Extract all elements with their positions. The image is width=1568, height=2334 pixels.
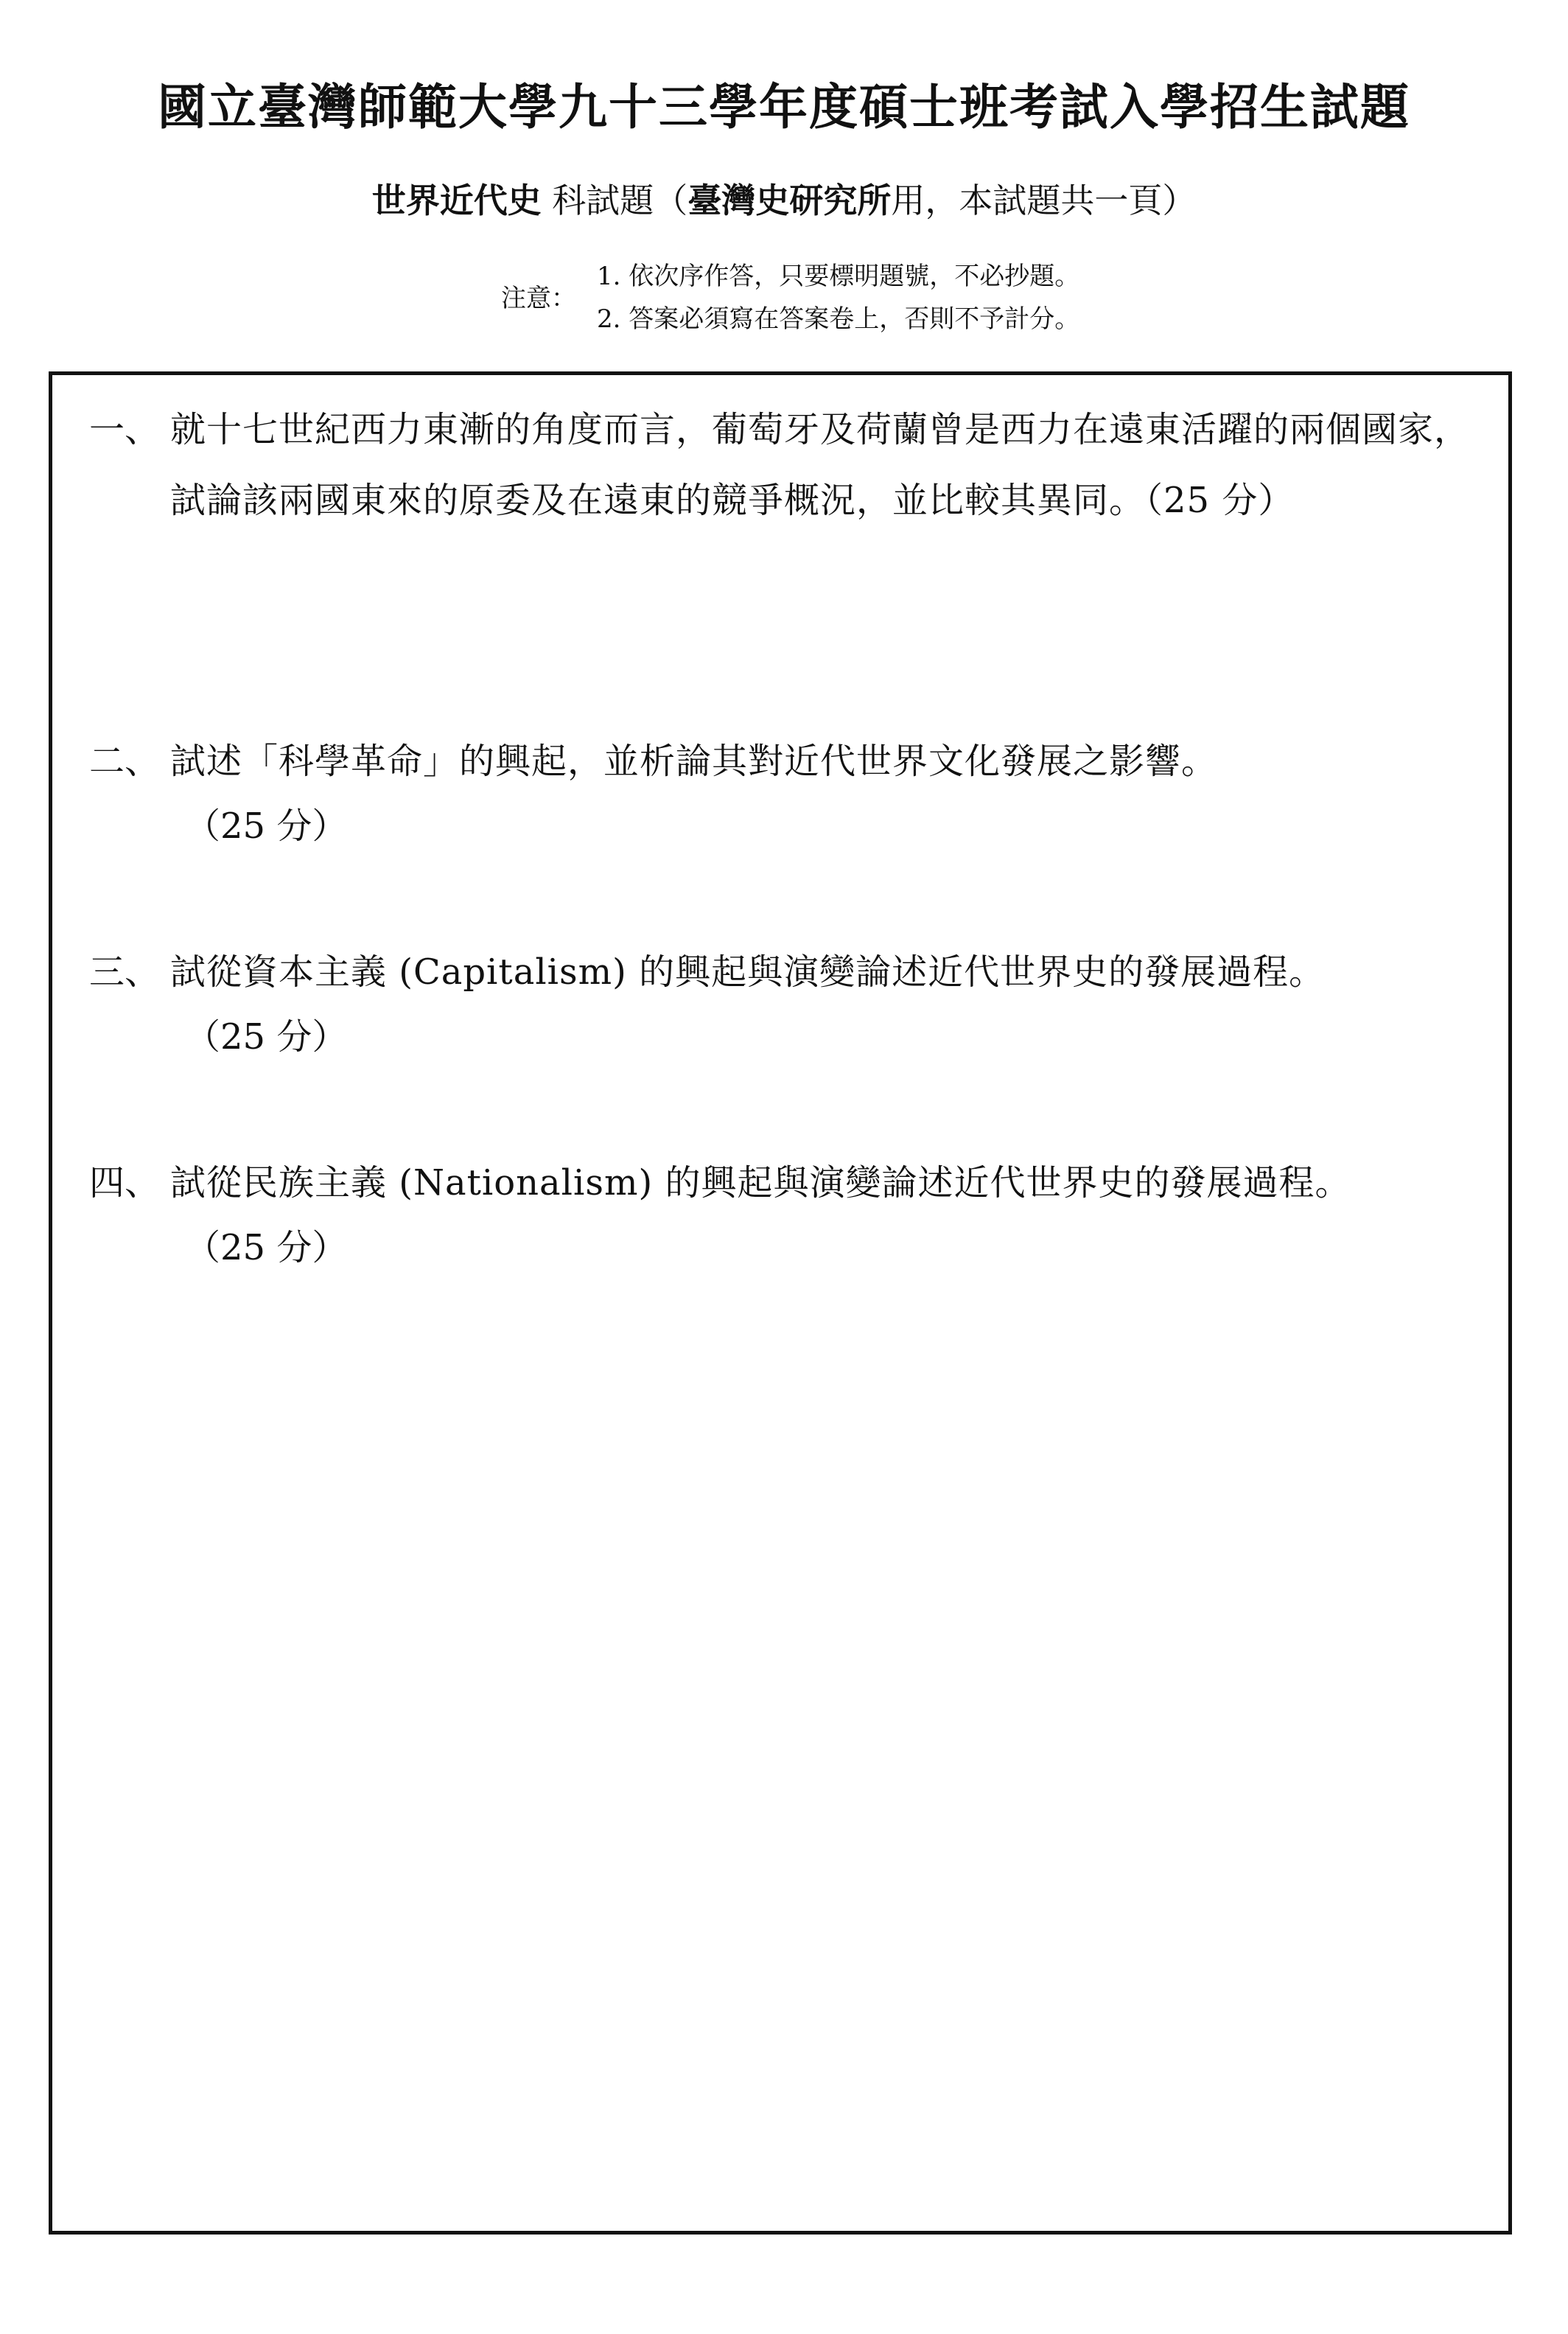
question-box	[49, 371, 1512, 2235]
subtitle-end: 用，本試題共一頁）	[891, 181, 1197, 220]
notes-list	[597, 255, 1079, 340]
question-number: 一、	[89, 409, 161, 450]
question-number: 四、	[89, 1162, 161, 1203]
question-score: （25 分）	[185, 1227, 348, 1268]
question-3	[89, 937, 1482, 1066]
exam-subtitle	[0, 174, 1568, 223]
question-4	[89, 1147, 1482, 1277]
question-text: 試從資本主義 (Capitalism) 的興起與演變論述近代世界史的發展過程。	[170, 951, 1326, 993]
question-text: 試從民族主義 (Nationalism) 的興起與演變論述近代世界史的發展過程。	[170, 1162, 1351, 1203]
question-number: 三、	[89, 951, 161, 993]
note-item: 1. 依次序作答，只要標明題號，不必抄題。	[597, 262, 1080, 291]
question-number: 二、	[89, 741, 161, 782]
note-item: 2. 答案必須寫在答案卷上，否則不予計分。	[597, 304, 1080, 334]
question-score: （25 分）	[185, 806, 348, 847]
notes-label: 注意：	[501, 284, 576, 313]
question-text: 就十七世紀西力東漸的角度而言，葡萄牙及荷蘭曾是西力在遠東活躍的兩個國家，試論該兩國東來的原委及在遠東的競爭概況，並比較其異同。（25 分）	[170, 409, 1471, 521]
department-name: 臺灣史研究所	[687, 181, 892, 220]
question-2	[89, 726, 1482, 856]
subtitle-middle: 科試題（	[541, 181, 688, 220]
exam-title: 國立臺灣師範大學九十三學年度碩士班考試入學招生試題	[158, 79, 1410, 136]
subject-name: 世界近代史	[371, 181, 542, 220]
question-text: 試述「科學革命」的興起，並析論其對近代世界文化發展之影響。	[170, 741, 1218, 782]
question-1	[89, 394, 1482, 536]
question-score: （25 分）	[185, 1016, 348, 1058]
